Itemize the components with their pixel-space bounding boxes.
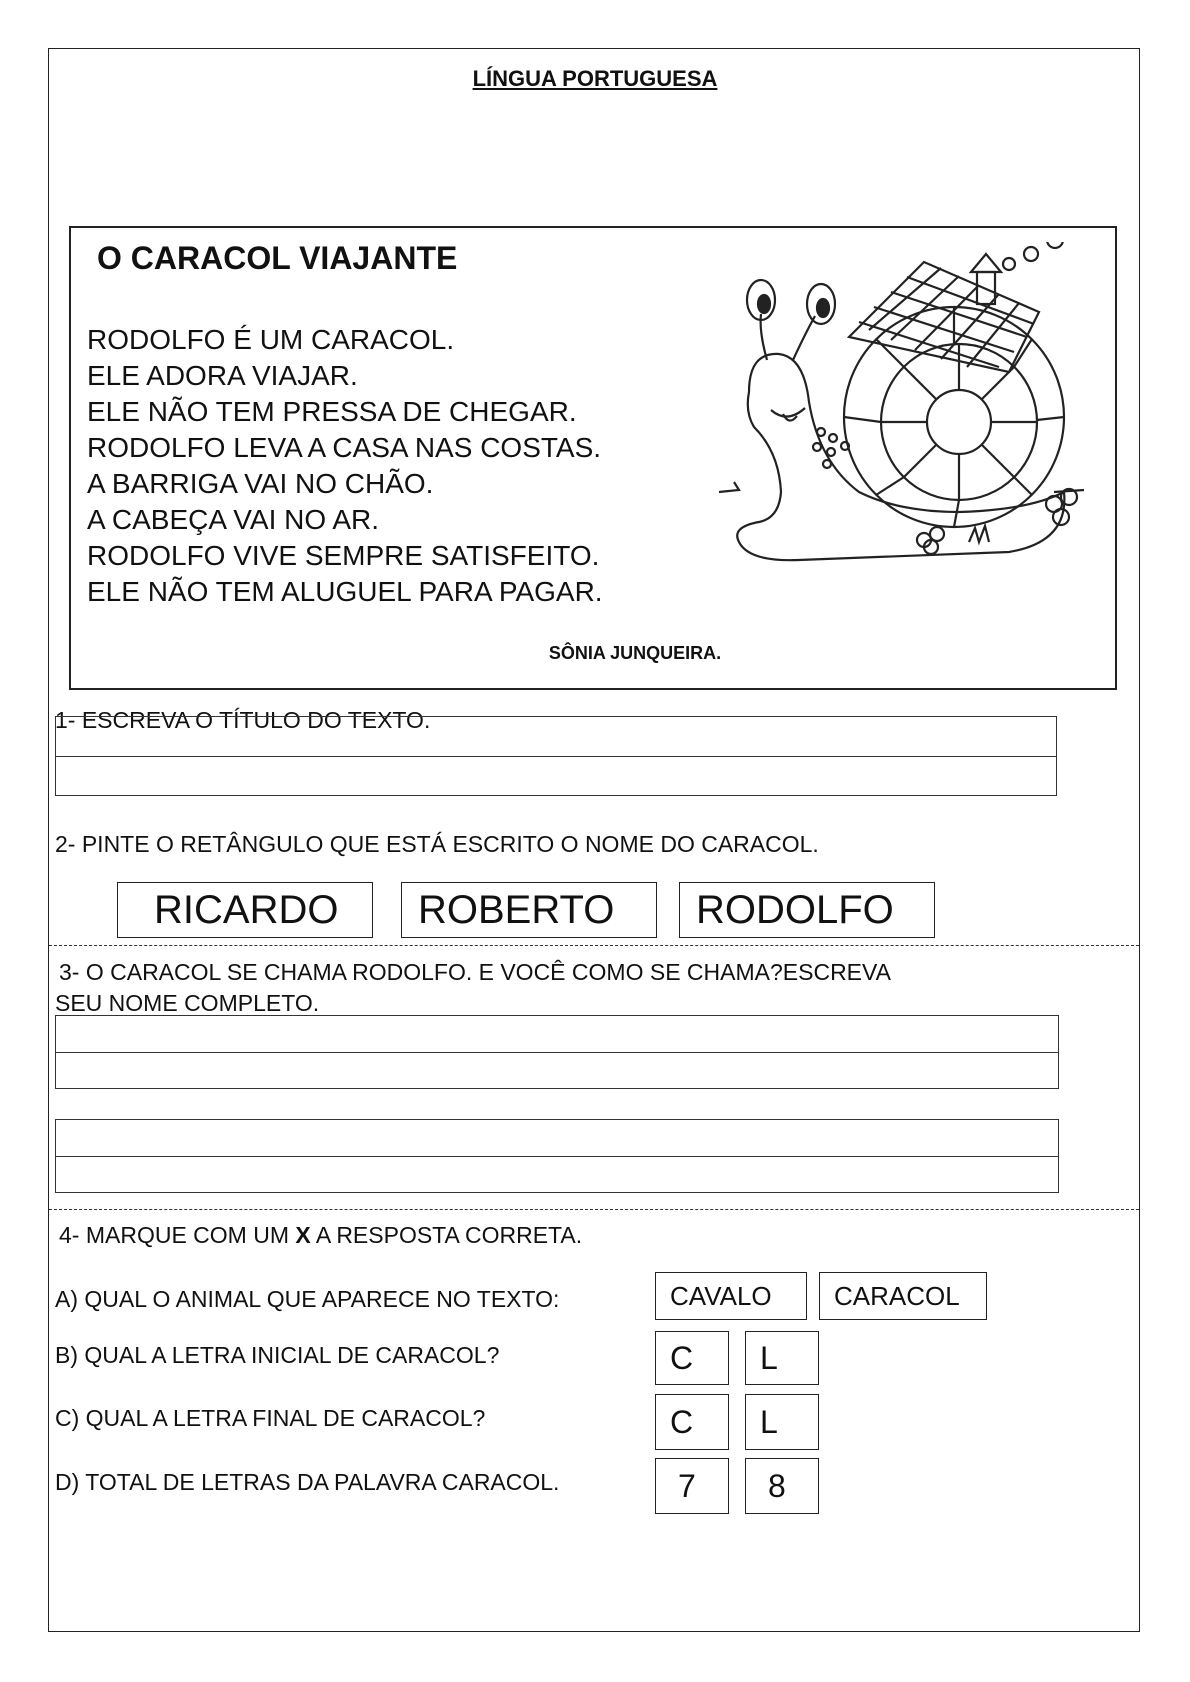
- story-line: A CABEÇA VAI NO AR.: [87, 504, 380, 535]
- worksheet-page: [48, 48, 1140, 1632]
- question-4-suffix: A RESPOSTA CORRETA.: [310, 1222, 583, 1248]
- question-1-answer-lines[interactable]: [55, 716, 1057, 796]
- question-1-text: 1- ESCREVA O TÍTULO DO TEXTO.: [55, 707, 431, 733]
- answer-line[interactable]: [56, 1156, 1058, 1192]
- question-4c-text: C) QUAL A LETRA FINAL DE CARACOL?: [55, 1405, 486, 1431]
- story-author: SÔNIA JUNQUEIRA.: [548, 643, 722, 663]
- question-4a-text: A) QUAL O ANIMAL QUE APARECE NO TEXTO:: [55, 1286, 560, 1312]
- story-box: [69, 226, 1117, 690]
- story-line: RODOLFO LEVA A CASA NAS COSTAS.: [87, 432, 602, 463]
- story-line: ELE NÃO TEM PRESSA DE CHEGAR.: [87, 396, 577, 427]
- question-4-prefix: 4- MARQUE COM UM: [59, 1222, 296, 1248]
- answer-line[interactable]: [56, 1052, 1058, 1088]
- option-caracol[interactable]: CARACOL: [819, 1272, 987, 1320]
- question-4-mark: X: [295, 1222, 311, 1248]
- story-line: RODOLFO É UM CARACOL.: [87, 324, 455, 355]
- option-number-8[interactable]: 8: [745, 1458, 819, 1514]
- option-number-7[interactable]: 7: [655, 1458, 729, 1514]
- option-ricardo[interactable]: RICARDO: [117, 882, 373, 938]
- question-4d-text: D) TOTAL DE LETRAS DA PALAVRA CARACOL.: [55, 1469, 560, 1495]
- story-line: ELE ADORA VIAJAR.: [87, 360, 358, 391]
- question-3-answer-lines-2[interactable]: [55, 1119, 1059, 1193]
- question-2-text: 2- PINTE O RETÂNGULO QUE ESTÁ ESCRITO O NOME DO CARACOL.: [55, 831, 819, 857]
- option-cavalo[interactable]: CAVALO: [655, 1272, 807, 1320]
- story-lines: [87, 322, 603, 610]
- question-3-text-line-2: SEU NOME COMPLETO.: [55, 990, 320, 1016]
- story-line: A BARRIGA VAI NO CHÃO.: [87, 468, 434, 499]
- section-divider: [49, 1209, 1139, 1210]
- option-letter-l[interactable]: L: [745, 1394, 819, 1450]
- story-title: O CARACOL VIAJANTE: [97, 240, 458, 276]
- answer-line[interactable]: [56, 1120, 1058, 1156]
- option-letter-c[interactable]: C: [655, 1331, 729, 1385]
- answer-line[interactable]: [56, 1016, 1058, 1052]
- option-roberto[interactable]: ROBERTO: [401, 882, 657, 938]
- option-letter-l[interactable]: L: [745, 1331, 819, 1385]
- question-3-text-line-1: 3- O CARACOL SE CHAMA RODOLFO. E VOCÊ COMO SE CHAMA?ESCREVA: [59, 959, 891, 985]
- snail-with-house-icon: [709, 242, 1109, 572]
- answer-line[interactable]: [56, 756, 1056, 795]
- answer-line[interactable]: [56, 717, 1056, 756]
- question-4b-text: B) QUAL A LETRA INICIAL DE CARACOL?: [55, 1342, 500, 1368]
- question-3-answer-lines-1[interactable]: [55, 1015, 1059, 1089]
- option-rodolfo[interactable]: RODOLFO: [679, 882, 935, 938]
- question-4-text: [59, 1222, 582, 1249]
- section-divider: [49, 945, 1139, 946]
- story-line: RODOLFO VIVE SEMPRE SATISFEITO.: [87, 540, 600, 571]
- option-letter-c[interactable]: C: [655, 1394, 729, 1450]
- subject-heading: LÍNGUA PORTUGUESA: [472, 66, 718, 91]
- story-line: ELE NÃO TEM ALUGUEL PARA PAGAR.: [87, 576, 603, 607]
